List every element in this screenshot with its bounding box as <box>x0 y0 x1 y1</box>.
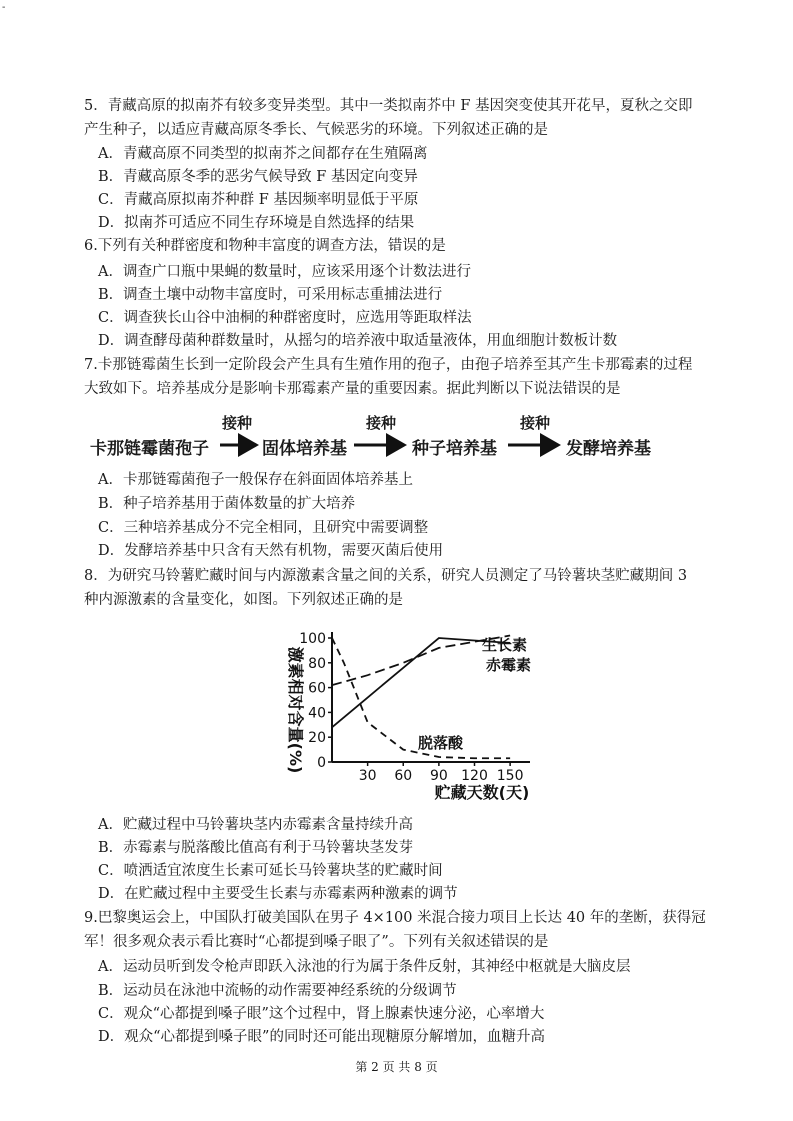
y-tick-label: 100 <box>299 631 326 647</box>
q6-option-c: C．调查狭长山谷中油桐的种群密度时，应选用等距取样法 <box>98 310 472 326</box>
q5-option-b: B．青藏高原冬季的恶劣气候导致 F 基因定向变异 <box>98 169 418 185</box>
flow-node-seed-medium: 种子培养基 <box>412 439 497 459</box>
page-footer: 第 2 页 共 8 页 <box>355 1060 438 1074</box>
q6-option-b: B．调查土壤中动物丰富度时，可采用标志重捕法进行 <box>98 287 443 303</box>
q9-option-b: B．运动员在泳池中流畅的动作需要神经系统的分级调节 <box>98 983 457 999</box>
q7-option-b: B．种子培养基用于菌体数量的扩大培养 <box>98 496 356 512</box>
hormone-chart <box>272 610 552 800</box>
series-label-0: 生长素 <box>482 636 528 654</box>
y-tick-label: 20 <box>308 730 326 747</box>
q5-option-c: C．青藏高原拟南芥种群 F 基因频率明显低于平原 <box>98 192 419 208</box>
q5-stem-line1: 5．青藏高原的拟南芥有较多变异类型。其中一类拟南芥中 F 基因突变使其开花早，夏秋之交即 <box>84 98 693 114</box>
q5-stem-line2: 产生种子，以适应青藏高原冬季长、气候恶劣的环境。下列叙述正确的是 <box>84 122 548 138</box>
flow-node-spores: 卡那链霉菌孢子 <box>90 439 209 459</box>
y-tick-label: 80 <box>308 655 326 672</box>
series-label-2: 脱落酸 <box>418 734 464 752</box>
q9-option-a: A．运动员听到发令枪声即跃入泳池的行为属于条件反射，其神经中枢就是大脑皮层 <box>98 959 631 975</box>
q7-option-a: A．卡那链霉菌孢子一般保存在斜面固体培养基上 <box>98 472 413 488</box>
culture-flow-diagram <box>84 412 684 464</box>
page-corner-mark: - <box>2 2 6 13</box>
flow-node-fermentation-medium: 发酵培养基 <box>566 439 651 459</box>
q8-stem-line1: 8．为研究马铃薯贮藏时间与内源激素含量之间的关系，研究人员测定了马铃薯块茎贮藏期间 3 <box>84 568 688 584</box>
x-axis-title: 贮藏天数(天) <box>434 783 530 800</box>
q6-option-d: D．调查酵母菌种群数量时，从摇匀的培养液中取适量液体，用血细胞计数板计数 <box>98 333 618 349</box>
x-tick-label: 150 <box>496 768 524 784</box>
q9-stem-line1: 9.巴黎奥运会上，中国队打破美国队在男子 4×100 米混合接力项目上长达 40 年的垄断，获得冠 <box>84 910 706 926</box>
x-tick-label: 60 <box>394 768 413 784</box>
q7-stem-line2: 大致如下。培养基成分是影响卡那霉素产量的重要因素。据此判断以下说法错误的是 <box>84 381 621 397</box>
q8-option-d: D．在贮藏过程中主要受生长素与赤霉素两种激素的调节 <box>98 886 458 902</box>
q7-option-d: D．发酵培养基中只含有天然有机物，需要灭菌后使用 <box>98 543 444 559</box>
q8-option-c: C．喷洒适宜浓度生长素可延长马铃薯块茎的贮藏时间 <box>98 863 443 879</box>
q9-option-d: D．观众“心都提到嗓子眼”的同时还可能出现糖原分解增加，血糖升高 <box>98 1029 545 1045</box>
x-tick-label: 120 <box>461 768 488 784</box>
q8-option-b: B．赤霉素与脱落酸比值高有利于马铃薯块茎发芽 <box>98 840 414 856</box>
q6-option-a: A．调查广口瓶中果蝇的数量时，应该采用逐个计数法进行 <box>98 264 471 280</box>
q8-stem-line2: 种内源激素的含量变化，如图。下列叙述正确的是 <box>84 592 403 608</box>
q6-stem: 6.下列有关种群密度和物种丰富度的调查方法，错误的是 <box>84 238 446 254</box>
flow-label-2: 接种 <box>366 414 397 432</box>
x-tick-label: 90 <box>429 768 448 784</box>
q5-option-d: D．拟南芥可适应不同生存环境是自然选择的结果 <box>98 215 415 231</box>
flow-label-3: 接种 <box>520 414 551 432</box>
y-tick-label: 40 <box>308 705 326 722</box>
y-axis-title: 激素相对含量(%) <box>286 646 305 774</box>
q5-option-a: A．青藏高原不同类型的拟南芥之间都存在生殖隔离 <box>98 146 428 162</box>
q9-stem-line2: 军！很多观众表示看比赛时“心都提到嗓子眼了”。下列有关叙述错误的是 <box>84 934 549 950</box>
flow-label-1: 接种 <box>222 414 253 432</box>
y-tick-label: 60 <box>308 680 326 697</box>
q8-option-a: A．贮藏过程中马铃薯块茎内赤霉素含量持续升高 <box>98 817 413 833</box>
chart-labels <box>286 631 531 800</box>
x-tick-label: 30 <box>358 768 377 784</box>
y-tick-label: 0 <box>317 755 326 771</box>
flow-node-solid-medium: 固体培养基 <box>262 439 347 459</box>
q7-option-c: C．三种培养基成分不完全相同，且研究中需要调整 <box>98 520 429 536</box>
q9-option-c: C．观众“心都提到嗓子眼”这个过程中，肾上腺素快速分泌，心率增大 <box>98 1006 545 1022</box>
series-label-1: 赤霉素 <box>486 656 532 674</box>
q7-stem-line1: 7.卡那链霉菌生长到一定阶段会产生具有生殖作用的孢子，由孢子培养至其产生卡那霉素的过程 <box>84 357 693 373</box>
